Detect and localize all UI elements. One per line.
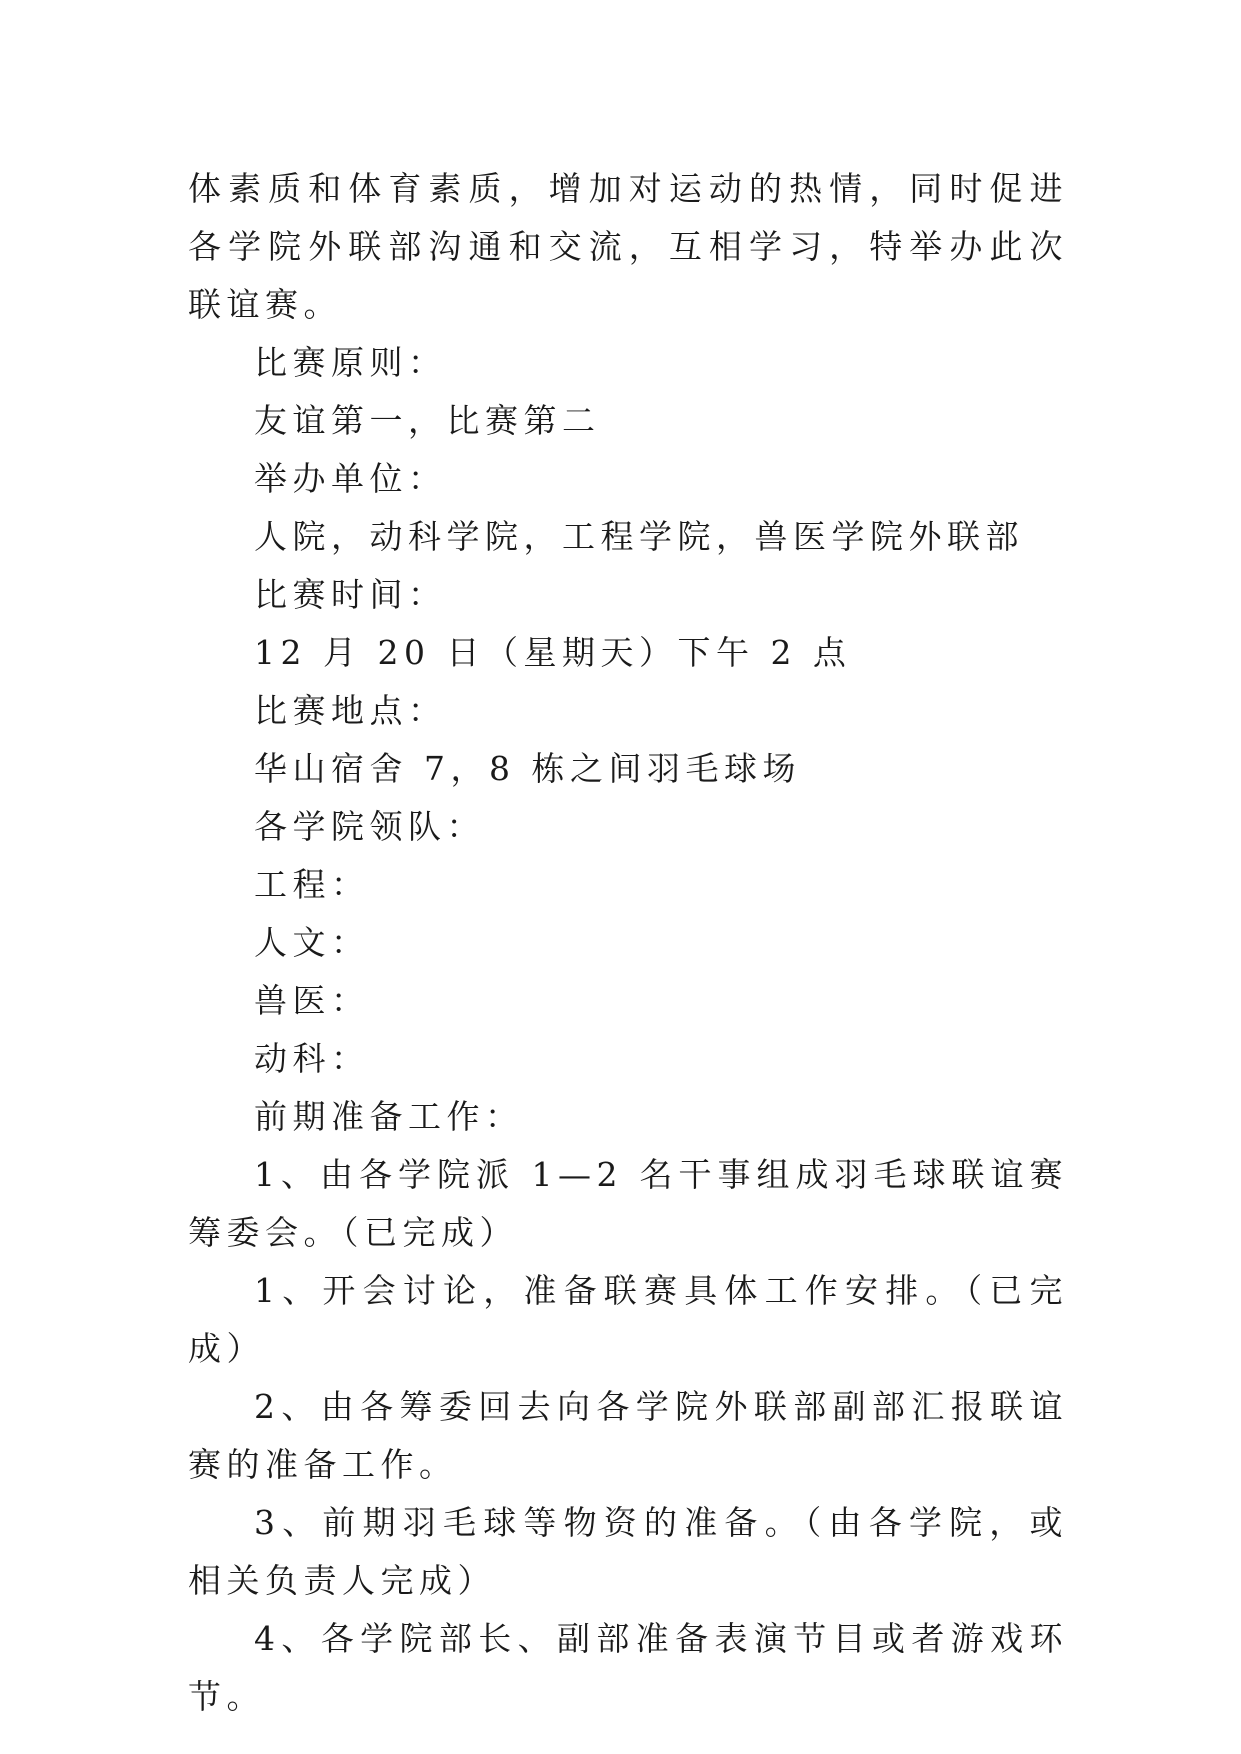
heading-competition-time: 比赛时间： [254, 575, 447, 614]
heading-competition-principle: 比赛原则： [254, 343, 447, 382]
list-item-preparation-meeting: 1、开会讨论，准备联赛具体工作安排。（已完成） [188, 1271, 1068, 1368]
list-item-preparation-performance: 4、各学院部长、副部准备表演节目或者游戏环节。 [188, 1619, 1068, 1716]
document-body [188, 160, 1068, 1726]
list-item-preparation-supplies: 3、前期羽毛球等物资的准备。（由各学院，或相关负责人完成） [188, 1503, 1068, 1600]
heading-competition-venue: 比赛地点： [254, 691, 447, 730]
leader-animal-science: 动科： [254, 1039, 370, 1078]
heading-team-leaders: 各学院领队： [254, 807, 485, 846]
paragraph-competition-venue: 华山宿舍 7，8 栋之间羽毛球场 [254, 749, 801, 788]
heading-preparation: 前期准备工作： [254, 1097, 524, 1136]
leader-humanities: 人文： [254, 923, 370, 962]
leader-veterinary: 兽医： [254, 981, 370, 1020]
paragraph-principle: 友谊第一，比赛第二 [254, 401, 601, 440]
list-item-preparation-committee: 1、由各学院派 1—2 名干事组成羽毛球联谊赛筹委会。（已完成） [188, 1155, 1068, 1252]
paragraph-intro-continued: 体素质和体育素质，增加对运动的热情，同时促进各学院外联部沟通和交流，互相学习，特举办此次联谊赛。 [188, 169, 1068, 324]
list-item-preparation-report: 2、由各筹委回去向各学院外联部副部汇报联谊赛的准备工作。 [188, 1387, 1068, 1484]
heading-organizers: 举办单位： [254, 459, 447, 498]
leader-engineering: 工程： [254, 865, 370, 904]
paragraph-competition-time: 12 月 20 日（星期天）下午 2 点 [254, 633, 852, 672]
paragraph-organizers: 人院，动科学院，工程学院，兽医学院外联部 [254, 517, 1024, 556]
